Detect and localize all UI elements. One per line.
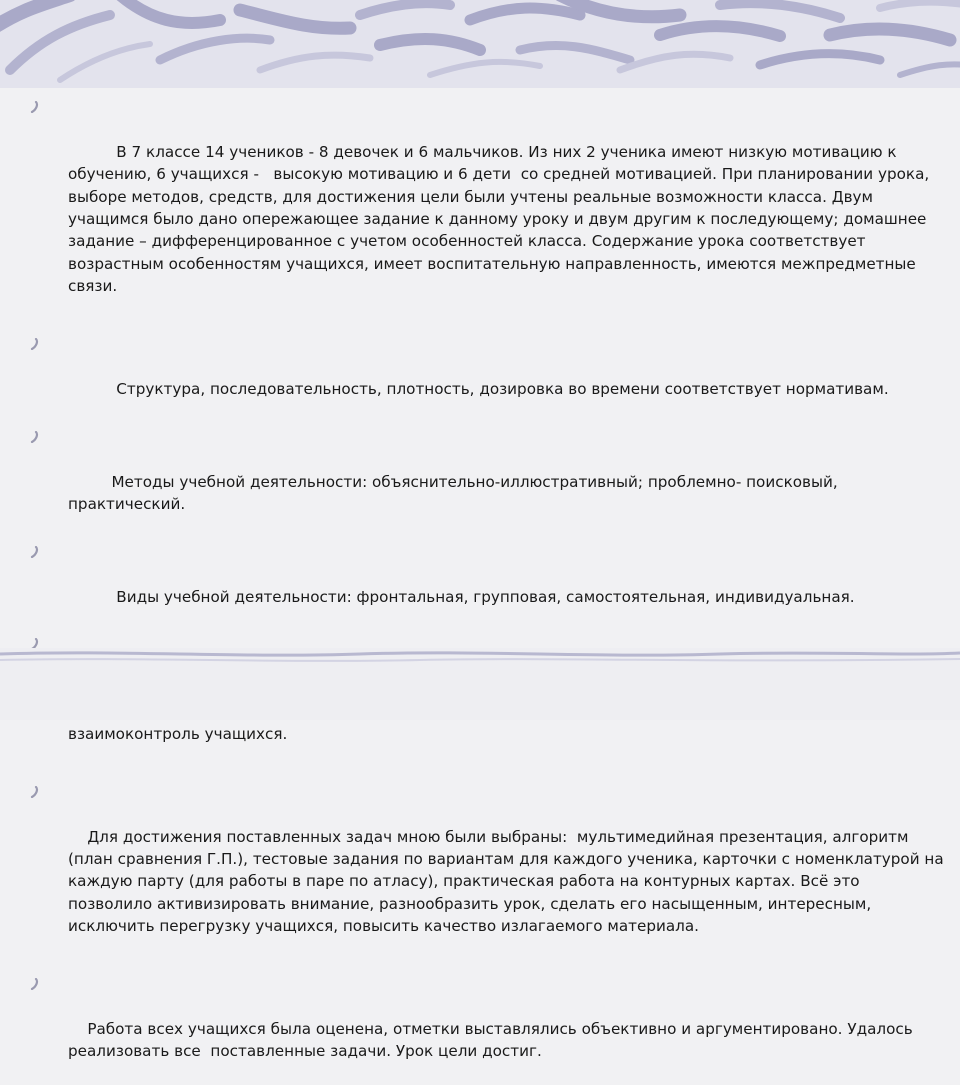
comma-swoosh-bullet-icon <box>30 101 40 113</box>
bullet-item <box>30 541 945 631</box>
decorative-swoosh-banner <box>0 0 960 88</box>
bullet-text: Для достижения поставленных задач мною были выбраны: мультимедийная презентация, алгоритм (план сравнения Г.П.), тестовые задания по вариантам для каждого ученика, карточки с номенклатурой на каждую парту (для работы в паре по атласу), практическая работа на контурных картах. Всё это позволило активизировать внимание, разнообразить урок, сделать его насыщенным, интересным, исключить перегрузку учащихся, повысить качество излагаемого материала. <box>68 827 949 936</box>
bullet-text: Виды учебной деятельности: фронтальная, групповая, самостоятельная, индивидуальная. <box>87 587 855 606</box>
bottom-swoosh-line <box>0 648 960 720</box>
bullet-item <box>30 781 949 960</box>
bullet-text: Структура, последовательность, плотность, дозировка во времени соответствует нормативам. <box>87 379 889 398</box>
comma-swoosh-bullet-icon <box>30 338 40 350</box>
bullet-item <box>30 333 945 423</box>
bullet-item <box>30 426 945 538</box>
bullet-text: взаимоконтроль учащихся. <box>68 724 288 743</box>
decorative-bottom-band <box>0 648 960 720</box>
bullet-text: В 7 классе 14 учеников - 8 девочек и 6 мальчиков. Из них 2 ученика имеют низкую мотивацию к обучению, 6 учащихся - высокую мотивацию и 6 дети со средней мотивацией. При планировании урока, выборе методов, средств, для достижения цели были учтены реальные возможности класса. Двум учащимся было дано опережающее задание к данному уроку и двум другим к последующему; домашнее задание – дифференцированное с учетом особенностей класса. Содержание урока соответствует возрастным особенностям учащихся, имеет воспитательную направленность, имеются межпредметные связи. <box>68 142 935 296</box>
swoosh-pattern <box>0 0 960 88</box>
slide-body <box>30 96 949 1085</box>
bullet-text: Работа всех учащихся была оценена, отметки выставлялись объективно и аргументировано. Удалось реализовать все поставленные задачи. Урок цели достиг. <box>68 1019 918 1061</box>
comma-swoosh-bullet-icon <box>30 786 40 798</box>
comma-swoosh-bullet-icon <box>30 431 40 443</box>
bullet-item <box>30 973 945 1085</box>
comma-swoosh-bullet-icon <box>30 546 40 558</box>
bullet-item <box>30 96 945 320</box>
bullet-text: Методы учебной деятельности: объяснительно-иллюстративный; проблемно- поисковый, практический. <box>68 472 843 513</box>
comma-swoosh-bullet-icon <box>30 978 40 990</box>
